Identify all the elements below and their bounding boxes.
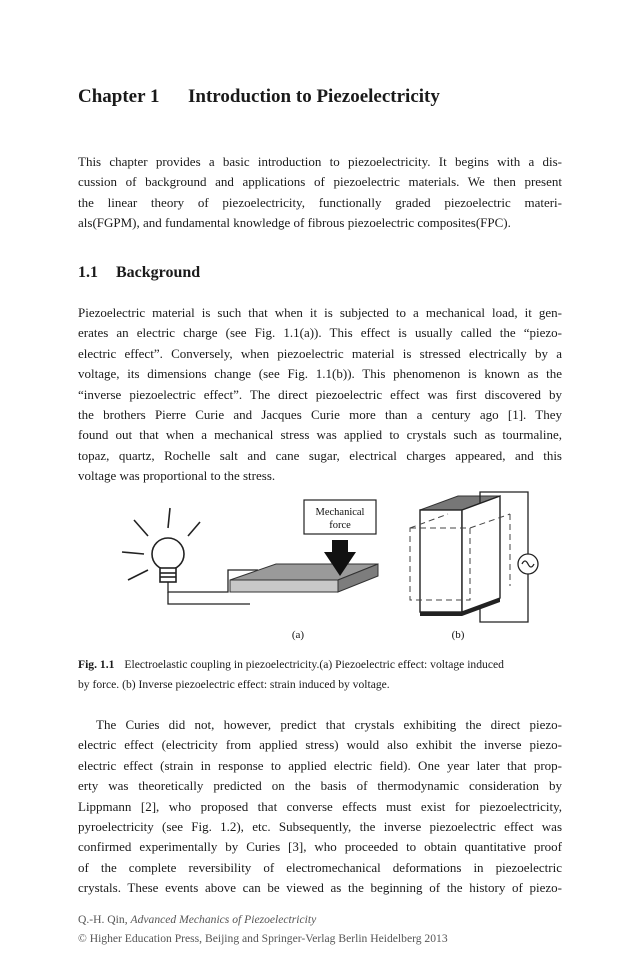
curies-paragraph (78, 715, 562, 899)
light-bulb-icon (122, 508, 200, 582)
piezo-block (230, 564, 378, 592)
text-line: electric effect”. Conversely, when piezoelectric material is stressed electrically by a (78, 345, 562, 361)
text-line: confirmed experimentally by Curies [3], who proceeded to obtain quantitative proof (78, 839, 562, 855)
text-line: erty was theoretically predicted on the basis of thermodynamic consideration by (78, 778, 562, 794)
figure-caption (78, 655, 562, 695)
text-line: “inverse piezoelectric effect”. The direct piezoelectric effect was first discovered by (78, 386, 562, 402)
caption-text: Electroelastic coupling in piezoelectricity.(a) Piezoelectric effect: voltage induced (124, 658, 504, 671)
text-line: the brothers Pierre Curie and Jacques Curie more than a century ago [1]. They (78, 407, 562, 423)
figure-label-a: (a) (291, 629, 305, 641)
text-line: erates an electric charge (see Fig. 1.1(a)). This effect is usually called the “piezo- (78, 325, 562, 341)
text-line: crystals. These events above can be viewed as the beginning of the history of piezo- (78, 880, 562, 896)
text-line: of the complete reversibility of electromechanical deformations in piezoelectric (78, 859, 562, 875)
section-heading (78, 264, 200, 282)
text-line: found out that when a mechanical stress was applied to crystals such as tourmaline, (78, 427, 562, 443)
text-line: topaz, quartz, Rochelle salt and cane sugar, electrical charges appeared, and this (78, 447, 562, 463)
text-line: voltage was proportional to the stress. (78, 468, 276, 484)
chapter-number: Chapter 1 (78, 86, 160, 107)
text-line: Lippmann [2], who proposed that converse effects must exist for piezoelectricity, (78, 798, 562, 814)
text-line: cussion of background and applications of piezoelectric materials. We then present (78, 174, 562, 190)
text-line: als(FGPM), and fundamental knowledge of fibrous piezoelectric composites(FPC). (78, 215, 511, 231)
text-line: electric effect (strain in response to applied electric field). One year later that prop- (78, 757, 562, 773)
text-line: pyroelectricity (see Fig. 1.2), etc. Subsequently, the inverse piezoelectric effect was (78, 819, 562, 835)
background-paragraph (78, 303, 562, 487)
force-box-label-line2: force (329, 520, 351, 531)
text-line: This chapter provides a basic introduction to piezoelectricity. It begins with a dis- (78, 154, 562, 169)
section-number: 1.1 (78, 264, 98, 281)
text-line: voltage, its dimensions change (see Fig. 1.1(b)). This phenomenon is known as the (78, 366, 562, 382)
footer-book-title: Advanced Mechanics of Piezoelectricity (130, 913, 317, 926)
force-box-label-line1: Mechanical (315, 507, 365, 518)
chapter-title: Introduction to Piezoelectricity (188, 86, 440, 107)
intro-paragraph (78, 152, 562, 234)
caption-text: by force. (b) Inverse piezoelectric effect: strain induced by voltage. (78, 678, 390, 691)
page-footer (78, 910, 448, 948)
text-line: electric effect (electricity from applied stress) would also exhibit the inverse piezo- (78, 737, 562, 753)
figure-label-b: (b) (451, 629, 465, 641)
figure-1-1 (108, 488, 548, 648)
text-line: the linear theory of piezoelectricity, functionally graded piezoelectric materi- (78, 194, 562, 210)
caption-label: Fig. 1.1 (78, 658, 115, 671)
chapter-heading (78, 86, 440, 108)
crystal-block (410, 496, 510, 616)
footer-copyright: © Higher Education Press, Beijing and Springer-Verlag Berlin Heidelberg 2013 (78, 932, 448, 945)
section-title: Background (116, 264, 201, 281)
text-line: The Curies did not, however, predict that crystals exhibiting the direct piezo- (96, 717, 562, 732)
footer-author: Q.-H. Qin, (78, 913, 131, 926)
text-line: Piezoelectric material is such that when it is subjected to a mechanical load, it gen- (78, 305, 562, 320)
